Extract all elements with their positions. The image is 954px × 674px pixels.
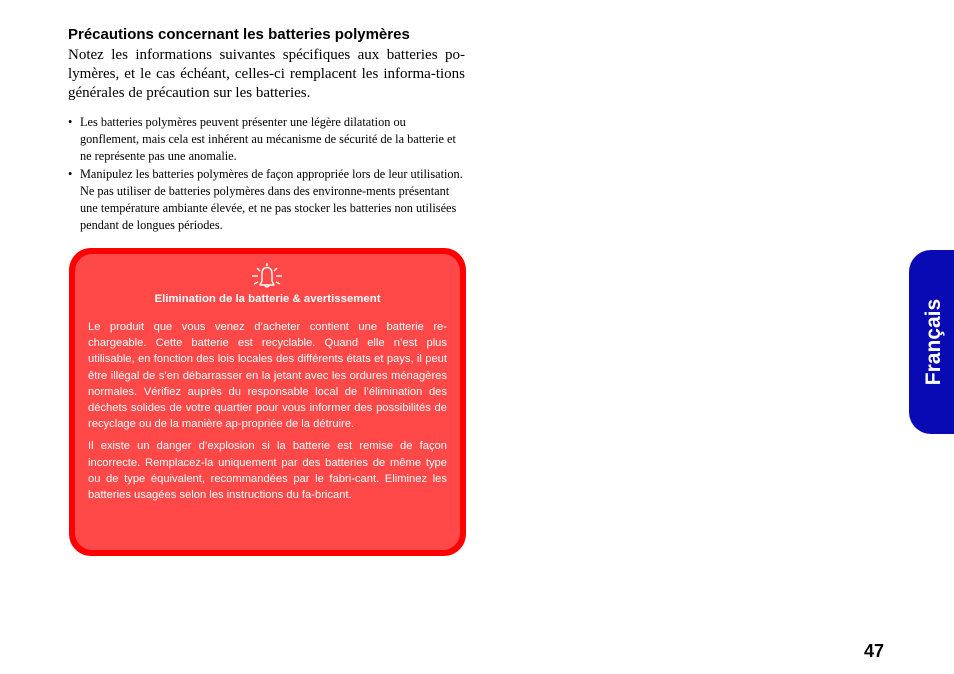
page-number: 47 [864,641,885,661]
language-tab-label: Français [922,298,945,386]
warning-title: Elimination de la batterie & avertissement [154,293,381,305]
language-tab [909,250,954,434]
list-item: • Les batteries polymères peuvent présenter une légère dilatation ou gonflement, mais cela est inhérent au mécanisme de sécurité de la batterie et ne représente pas une anomalie. [68,114,465,166]
warning-paragraph: Le produit que vous venez d’acheter contient une batterie re-chargeable. Cette batterie est recyclable. Quand elle n’est plus utilisable, en fonction des lois locales des différents états et pays, il peut être illégal de s’en débarrasser en la jetant avec les ordures ménagères normales. Vérifiez auprès du responsable local de l’élimination des déchets solides de votre quartier pour vous informer des possibilités de recyclage ou de la manière ap-propriée de la détruire. [88,321,447,431]
warning-body [88,319,447,509]
warning-paragraph: Il existe un danger d’explosion si la batterie est remise de façon incorrecte. Remplacez-la uniquement par des batteries de même type ou de type équivalent, recommandées par le fabri-cant. Eliminez les batteries usagées selon les instructions du fa-bricant. [88,440,447,502]
precaution-list [68,114,465,234]
warning-box [69,248,466,556]
list-item: • Manipulez les batteries polymères de façon appropriée lors de leur utilisation. Ne pas utiliser de batteries polymères dans des environne-ments présentant une température ambiante élevée, et ne pas stocker les batteries non utilisées pendant de longues périodes. [68,166,465,235]
section-heading: Précautions concernant les batteries polymères [68,26,410,43]
intro-paragraph: Notez les informations suivantes spécifiques aux batteries po-lymères, et le cas échéant, celles-ci remplacent les informa-tions générales de précaution sur les batteries. [68,47,465,101]
warning-box-inner [75,254,460,550]
alarm-bell-icon [249,262,285,290]
